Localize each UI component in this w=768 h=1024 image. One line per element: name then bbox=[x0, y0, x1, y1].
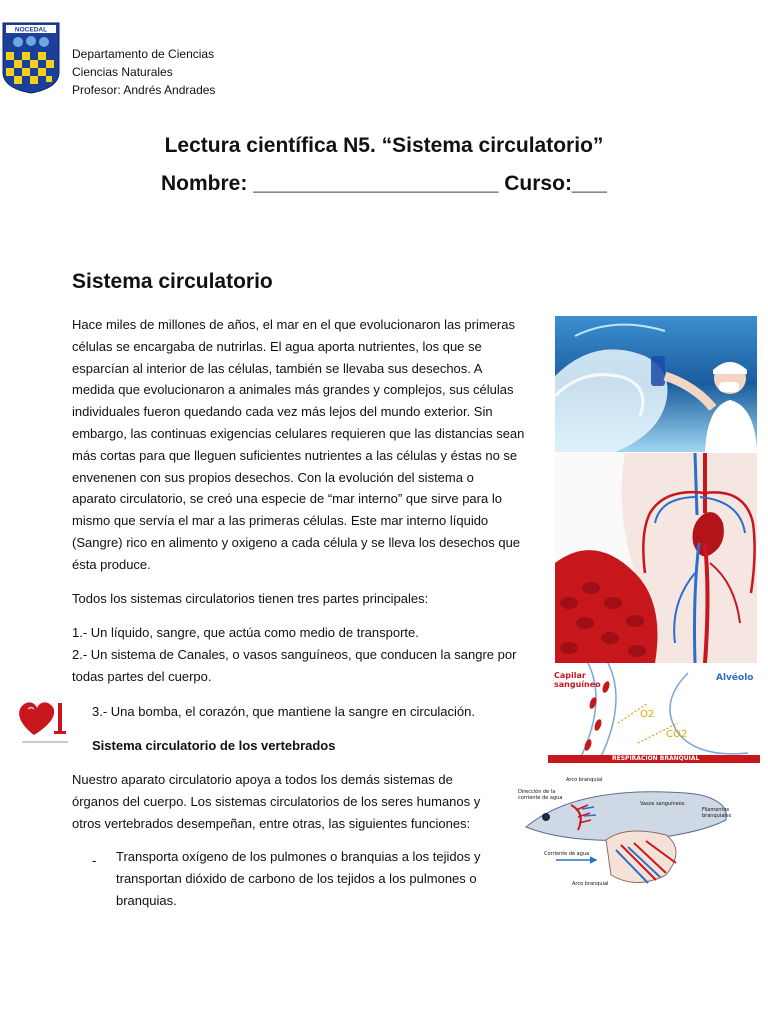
bullet-line: branquias. bbox=[116, 892, 177, 908]
intro-line: mismo que servía el mar a las primeras células. Este mar interno líquido bbox=[72, 513, 489, 529]
intro-line: células se encargaba de nutrirlas. El agua aporta nutrientes, los que se bbox=[72, 338, 482, 354]
header-department: Departamento de Ciencias bbox=[72, 47, 215, 61]
sanguineo-label: sanguíneo bbox=[554, 680, 601, 689]
vasos-label: Vasos sanguíneos bbox=[640, 801, 685, 807]
intro-line: aparato circulatorio, se creó una especie de “mar interno” que sirve para lo bbox=[72, 491, 502, 507]
reading-title: Lectura científica N5. “Sistema circulatorio” bbox=[164, 134, 604, 157]
part-2 bbox=[72, 644, 548, 688]
branquiales-label: branquiales bbox=[702, 813, 732, 819]
co2-label: CO2 bbox=[666, 729, 688, 740]
intro-paragraph bbox=[72, 314, 548, 576]
fish-gill-diagram bbox=[516, 765, 744, 895]
arco-top-label: Arco branquial bbox=[566, 777, 603, 783]
header-teacher: Profesor: Andrés Andrades bbox=[72, 83, 216, 97]
arco-bottom-label: Arco branquial bbox=[572, 881, 609, 887]
vertebrates-paragraph bbox=[72, 769, 512, 834]
school-logo bbox=[2, 22, 60, 94]
ocean-wave-image bbox=[555, 316, 757, 452]
direccion-label: Dirección de la bbox=[518, 789, 556, 795]
parts-intro: Todos los sistemas circulatorios tienen tres partes principales: bbox=[72, 591, 429, 606]
bullet-dash: - bbox=[92, 853, 97, 868]
logo-text: NOCEDAL bbox=[14, 26, 48, 34]
vert-line: órganos del cuerpo. Los sistemas circulatorios de los seres humanos y bbox=[72, 793, 481, 809]
section-heading: Sistema circulatorio bbox=[72, 270, 273, 293]
alveolus-diagram bbox=[548, 663, 760, 763]
alveolo-label: Alvéolo bbox=[716, 673, 754, 683]
intro-line: individuales fueron quedando cada vez más lejos del mundo exterior. Sin bbox=[72, 404, 493, 420]
header-subject: Ciencias Naturales bbox=[72, 65, 173, 79]
intro-line: ésta produce. bbox=[72, 556, 151, 572]
filamentos-label: Filamentos bbox=[702, 807, 730, 813]
heart-icon bbox=[14, 695, 76, 747]
intro-line: esparcían al interior de las células, también se llevaba sus desechos. A bbox=[72, 360, 483, 376]
intro-line: embargo, las continuas exigencias celulares requieren que las distancias sean bbox=[72, 425, 525, 441]
corriente-agua-label: corriente de agua bbox=[518, 795, 563, 801]
corriente-label: Corriente de agua bbox=[544, 851, 590, 857]
part-1: 1.- Un líquido, sangre, que actúa como medio de transporte. bbox=[72, 625, 419, 640]
intro-line: medida que evolucionaron a animales más grandes y complejos, sus células bbox=[72, 382, 514, 398]
vert-line: Nuestro aparato circulatorio apoya a todos los demás sistemas de bbox=[72, 772, 453, 787]
bullet-line: transportan dióxido de carbono de los tejidos a los pulmones o bbox=[116, 870, 477, 886]
part-3: 3.- Una bomba, el corazón, que mantiene la sangre en circulación. bbox=[92, 704, 475, 719]
bullet-item-oxygen bbox=[116, 846, 516, 911]
circulatory-system-image bbox=[555, 453, 757, 663]
o2-label: O2 bbox=[640, 709, 655, 720]
intro-line: más cortas para que lleguen suficientes nutrientes a las células y éstas no se bbox=[72, 447, 518, 463]
vertebrates-subheading: Sistema circulatorio de los vertebrados bbox=[92, 738, 336, 753]
name-course-line: Nombre: _____________________ Curso:___ bbox=[161, 172, 607, 195]
bullet-line: Transporta oxígeno de los pulmones o branquias a los tejidos y bbox=[116, 849, 481, 864]
intro-line: envenenen con sus propios desechos. Con la evolución del sistema o bbox=[72, 469, 474, 485]
part-2-line: 2.- Un sistema de Canales, o vasos sanguíneos, que conducen la sangre por bbox=[72, 647, 517, 662]
part-2-line: todas partes del cuerpo. bbox=[72, 668, 212, 684]
intro-line: Hace miles de millones de años, el mar en el que evolucionaron las primeras bbox=[72, 317, 515, 332]
branchial-caption: RESPIRACIÓN BRANQUIAL bbox=[612, 755, 700, 762]
intro-line: (Sangre) rico en alimento y oxigeno a cada célula y se lleva los desechos que bbox=[72, 534, 521, 550]
capilar-label: Capilar bbox=[554, 671, 586, 680]
vert-line: otros vertebrados desempeñan, entre otras, las siguientes funciones: bbox=[72, 815, 471, 831]
